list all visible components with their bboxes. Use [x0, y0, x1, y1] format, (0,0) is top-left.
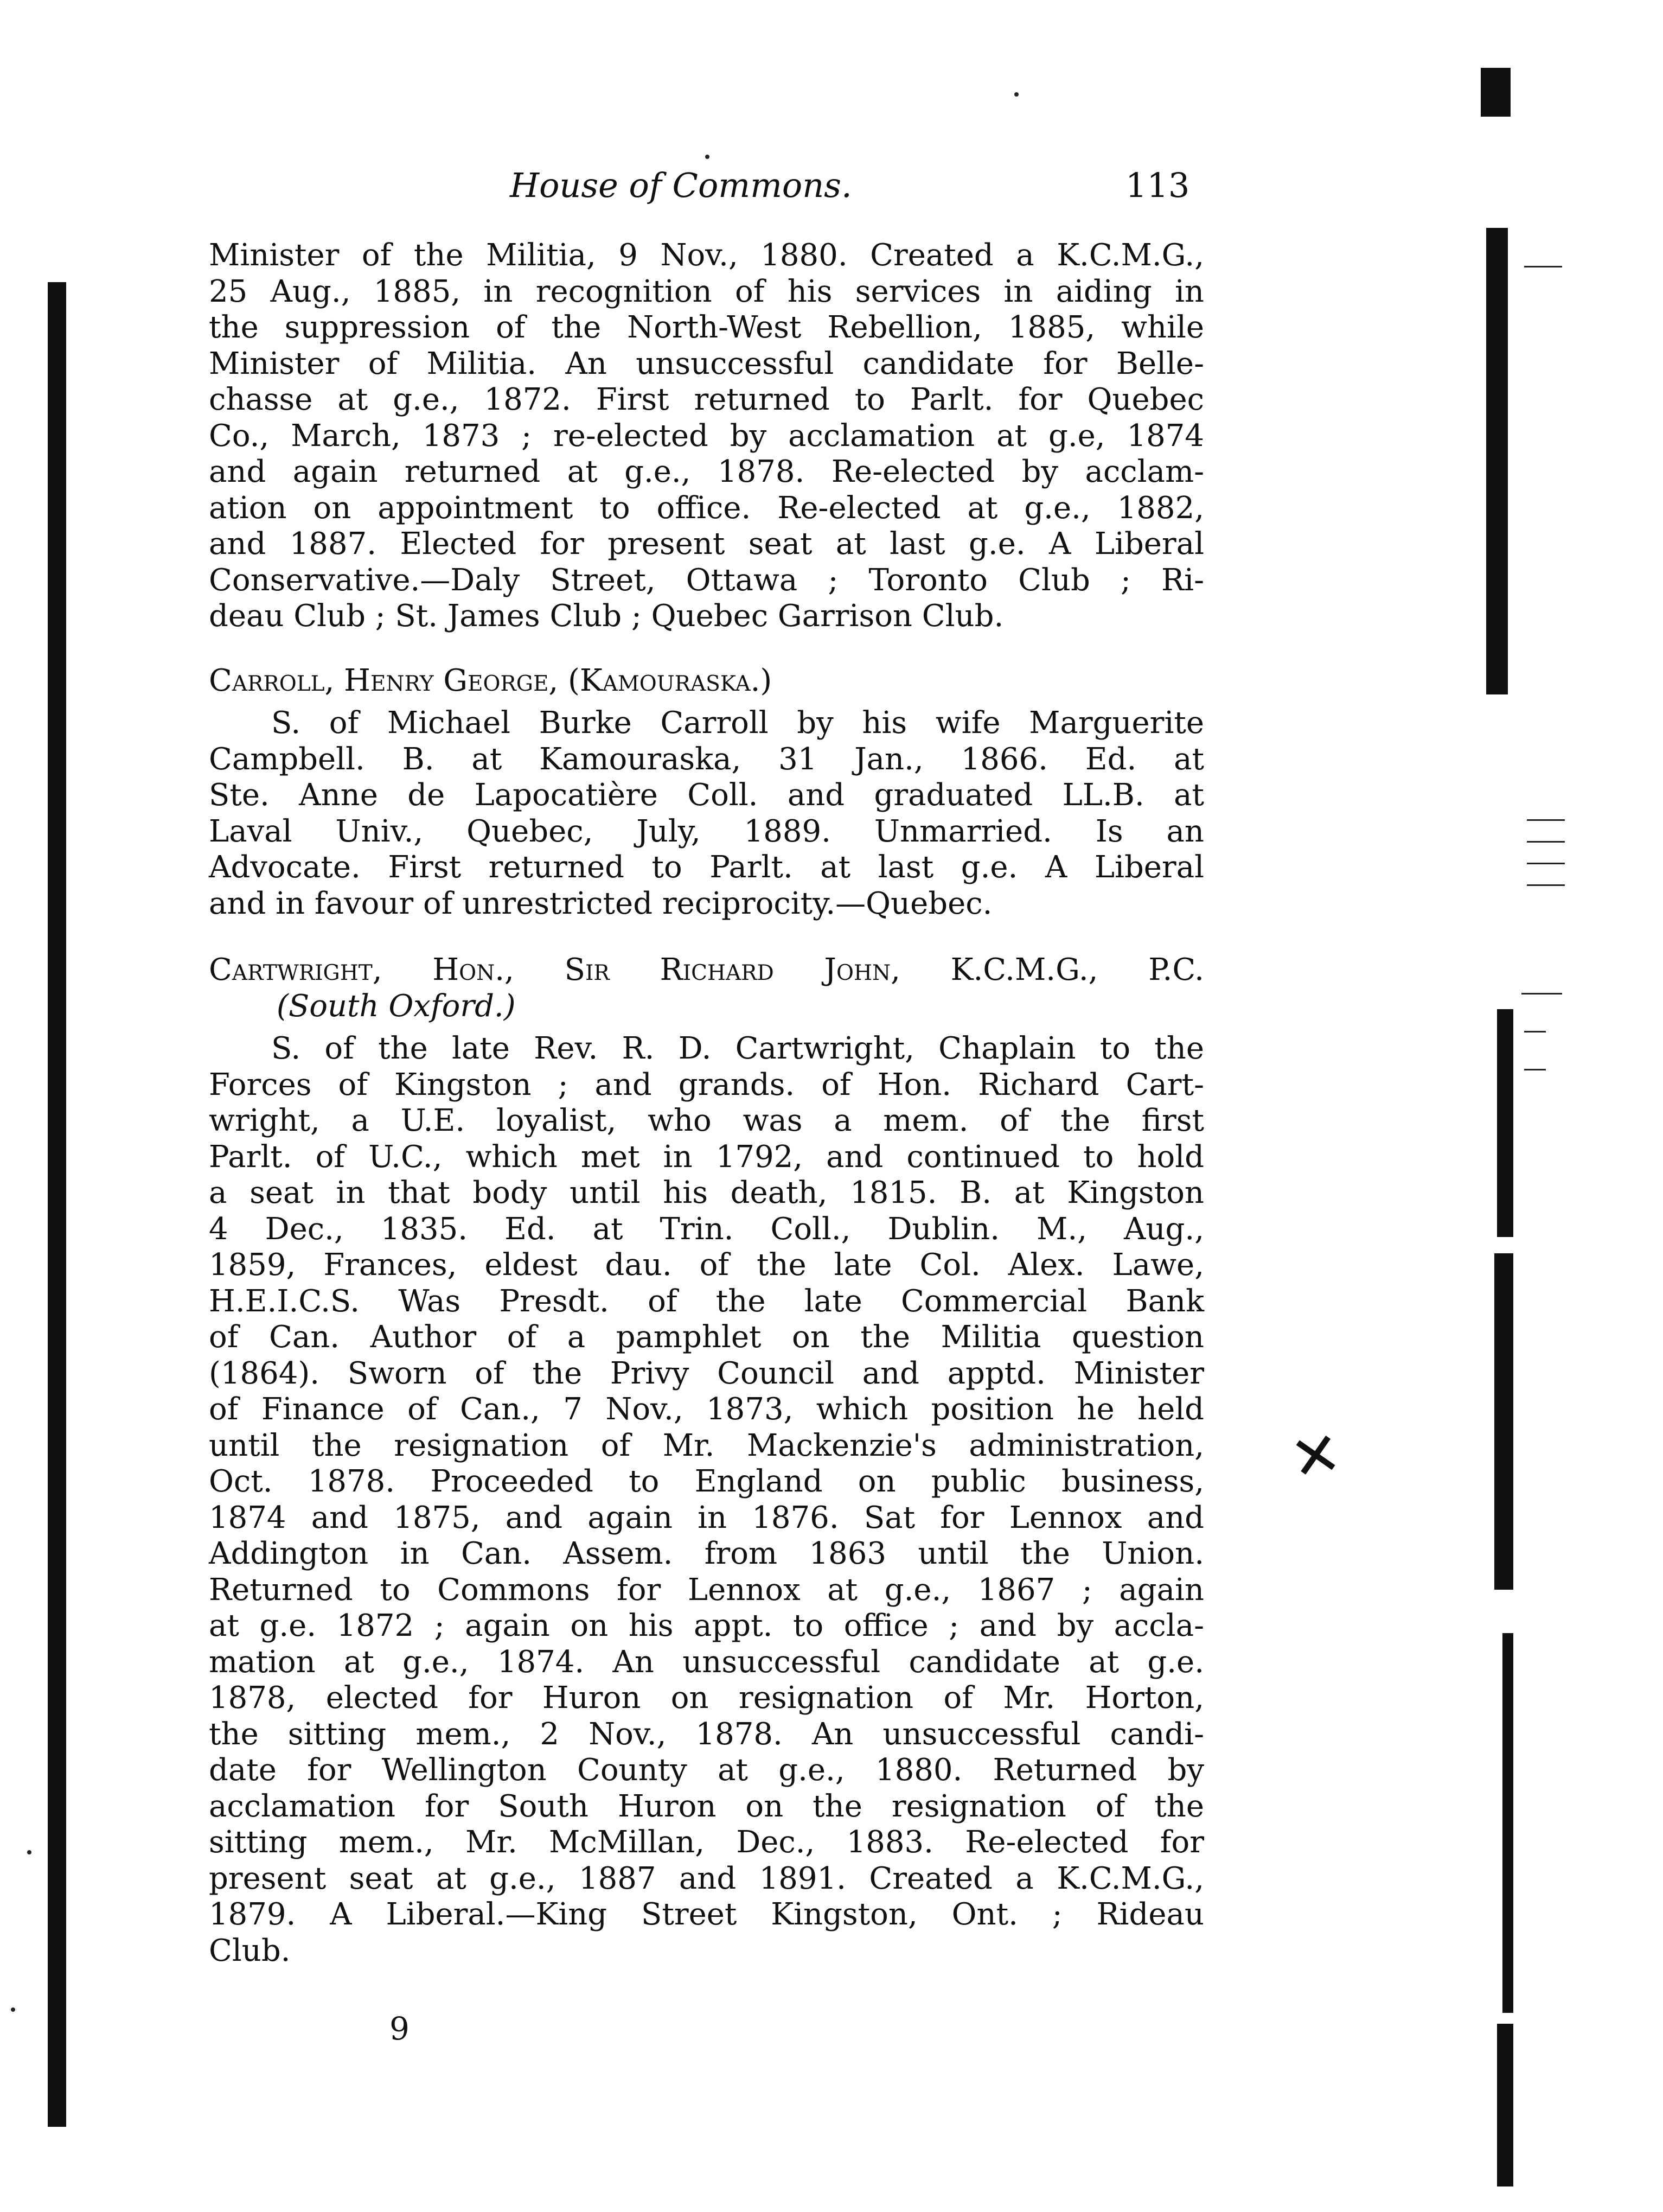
- text-line: of Can. Author of a pamphlet on the Militia question: [209, 1319, 1204, 1355]
- binding-shadow: [48, 282, 66, 2127]
- entry-body-carroll: [209, 705, 1204, 922]
- text-line: 1879. A Liberal.—King Street Kingston, Ont. ; Rideau: [209, 1897, 1204, 1932]
- entry-continuation: [209, 238, 1204, 635]
- x-mark-icon: ✕: [1285, 1417, 1347, 1495]
- text-line: chasse at g.e., 1872. First returned to Parlt. for Quebec: [209, 382, 1204, 417]
- text-line: H.E.I.C.S. Was Presdt. of the late Commercial Bank: [209, 1283, 1204, 1319]
- text-line: 1859, Frances, eldest dau. of the late Col. Alex. Lawe,: [209, 1247, 1204, 1283]
- text-line: at g.e. 1872 ; again on his appt. to office ; and by accla-: [209, 1608, 1204, 1643]
- entry-heading-cartwright: [209, 952, 1204, 1024]
- text-line: Addington in Can. Assem. from 1863 until the Union.: [209, 1536, 1204, 1571]
- text-line: and again returned at g.e., 1878. Re-elected by acclam-: [209, 454, 1204, 489]
- text-line: until the resignation of Mr. Mackenzie's administration,: [209, 1427, 1204, 1463]
- text-line: mation at g.e., 1874. An unsuccessful candidate at g.e.: [209, 1644, 1204, 1680]
- text-line: S. of Michael Burke Carroll by his wife Marguerite: [271, 705, 1204, 741]
- text-line: of Finance of Can., 7 Nov., 1873, which position he held: [209, 1392, 1204, 1427]
- text-line: Parlt. of U.C., which met in 1792, and continued to hold: [209, 1139, 1204, 1175]
- edge-strip: [1464, 60, 1616, 2208]
- text-line: the sitting mem., 2 Nov., 1878. An unsuccessful candi-: [209, 1716, 1204, 1752]
- text-line: Laval Univ., Quebec, July, 1889. Unmarried. Is an: [209, 813, 1204, 849]
- text-line: Forces of Kingston ; and grands. of Hon. Richard Cart-: [209, 1067, 1204, 1102]
- entry-heading-carroll: Carroll, Henry George, (Kamouraska.): [209, 663, 772, 698]
- margin-mark: [52, 2040, 62, 2042]
- text-line: ation on appointment to office. Re-elected at g.e., 1882,: [209, 490, 1204, 526]
- speck: [1014, 92, 1019, 97]
- text-line: 1878, elected for Huron on resignation of Mr. Horton,: [209, 1680, 1204, 1716]
- speck: [11, 2007, 15, 2012]
- text-line: Advocate. First returned to Parlt. at last g.e. A Liberal: [209, 850, 1204, 885]
- page-number: 113: [1125, 165, 1190, 205]
- text-line: Returned to Commons for Lennox at g.e., 1867 ; again: [209, 1572, 1204, 1608]
- running-header-title: House of Commons.: [510, 165, 852, 205]
- text-line: and in favour of unrestricted reciprocity.—Quebec.: [209, 885, 993, 921]
- text-line: and 1887. Elected for present seat at last g.e. A Liberal: [209, 526, 1204, 562]
- text-line: Conservative.—Daly Street, Ottawa ; Toronto Club ; Ri-: [209, 562, 1204, 598]
- text-line: date for Wellington County at g.e., 1880. Returned by: [209, 1752, 1204, 1788]
- text-line: Minister of Militia. An unsuccessful candidate for Belle-: [209, 346, 1204, 381]
- text-line: Campbell. B. at Kamouraska, 31 Jan., 1866. Ed. at: [209, 741, 1204, 777]
- text-line: Ste. Anne de Lapocatière Coll. and graduated LL.B. at: [209, 777, 1204, 813]
- signature-mark: 9: [389, 2010, 410, 2047]
- text-line: 4 Dec., 1835. Ed. at Trin. Coll., Dublin. M., Aug.,: [209, 1211, 1204, 1247]
- text-line: sitting mem., Mr. McMillan, Dec., 1883. Re-elected for: [209, 1825, 1204, 1860]
- text-line: acclamation for South Huron on the resignation of the: [209, 1788, 1204, 1824]
- text-line: Minister of the Militia, 9 Nov., 1880. Created a K.C.M.G.,: [209, 238, 1204, 273]
- text-line: present seat at g.e., 1887 and 1891. Created a K.C.M.G.,: [209, 1860, 1204, 1896]
- text-line: (1864). Sworn of the Privy Council and apptd. Minister: [209, 1355, 1204, 1391]
- text-line: Club.: [209, 1933, 291, 1968]
- entry-body-cartwright: [209, 1031, 1204, 1969]
- text-line: wright, a U.E. loyalist, who was a mem. of the first: [209, 1103, 1204, 1138]
- heading-line: (South Oxford.): [277, 988, 516, 1024]
- text-line: the suppression of the North-West Rebellion, 1885, while: [209, 310, 1204, 345]
- text-line: Oct. 1878. Proceeded to England on public business,: [209, 1464, 1204, 1499]
- text-line: Co., March, 1873 ; re-elected by acclamation at g.e, 1874: [209, 418, 1204, 454]
- text-line: 25 Aug., 1885, in recognition of his services in aiding in: [209, 273, 1204, 309]
- speck: [705, 155, 709, 159]
- text-line: a seat in that body until his death, 1815. B. at Kingston: [209, 1175, 1204, 1210]
- heading-line: Cartwright, Hon., Sir Richard John, K.C.M.G., P.C.: [209, 952, 1204, 987]
- text-line: 1874 and 1875, and again in 1876. Sat for Lennox and: [209, 1500, 1204, 1535]
- text-line: deau Club ; St. James Club ; Quebec Garrison Club.: [209, 598, 1004, 634]
- speck: [27, 1850, 31, 1854]
- text-line: S. of the late Rev. R. D. Cartwright, Chaplain to the: [271, 1031, 1204, 1066]
